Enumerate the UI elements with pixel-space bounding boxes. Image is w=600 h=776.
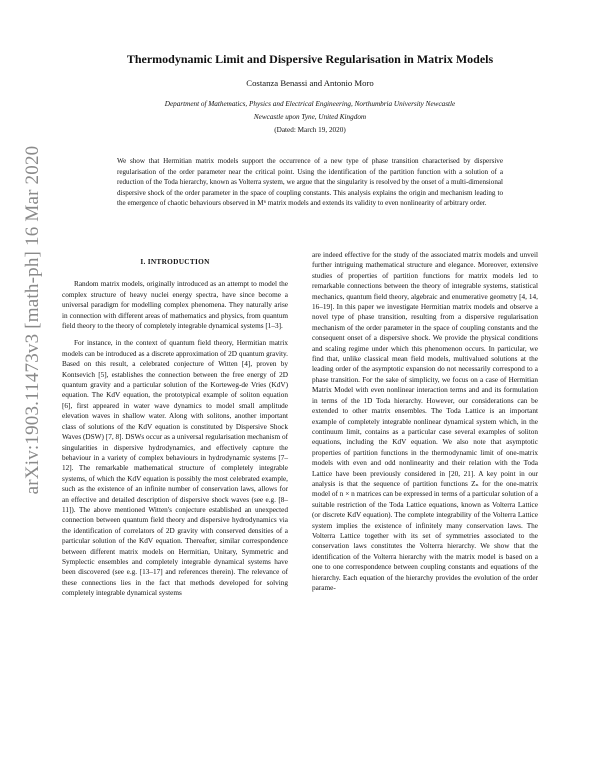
left-column [62,257,288,599]
affiliation-block [90,98,530,137]
section-heading-introduction: I. INTRODUCTION [140,257,210,266]
right-paragraph-1: are indeed effective for the study of the associated matrix models and unveil further intriguing mathematical structure and elegance. Moreover, extensive studies of properties of partition functions for matrix models led to remarkable connections between the theory of integrable systems, statistical mechanics, quantum field theory, algebraic and enumerative geometry [4, 14, 16–19]. In this paper we investigate Hermitian matrix models and observe a novel type of phase transition, resulting from a dispersive regularisation mechanism of the order parameter in the space of coupling constants and the consequent onset of a dispersive shock. We provide the physical conditions and scaling regime under which this phenomenon occurs. In particular, we find that, unlike classical mean field models, multivalued solutions at the leading order of the asymptotic expansion do not necessarily correspond to a phase transition. For the sake of simplicity, we focus on a case of Hermitian Matrix Model with even nonlinear interaction terms and and its formulation in terms of the 1D Toda hierarchy. However, our considerations can be extended to other matrix ensembles. The Toda Lattice is an important example of completely integrable nonlinear dynamical system which, in the continuum limit, contains as a particular case several examples of soliton equations, including the KdV equation. We also note that asymptotic properties of partition functions in the thermodynamic limit of one-matrix models with even and odd nonlinearity and their relation with the Toda Lattice have been previously considered in [20, 21]. A key point in our analysis is that the sequence of partition functions Zₙ for the one-matrix model of n × n matrices can be expressed in terms of a particular solution of a suitable restriction of the Toda Lattice equations, known as Volterra Lattice (or discrete KdV equation). The complete integrability of the Volterra Lattice system implies the existence of infinitely many conservation laws. The Volterra Lattice together with its set of symmetries associated to the conservation laws constitutes the Volterra hierarchy. We show that the identification of the Volterra hierarchy with the matrix model is based on a one to one correspondence between coupling constants and equations of the hierarchy. Each equation of the hierarchy provides the evolution of the order parame- [312,251,538,592]
paper-title: Thermodynamic Limit and Dispersive Regularisation in Matrix Models [126,52,494,66]
abstract: We show that Hermitian matrix models support the occurrence of a new type of phase transition characterised by dispersive regularisation of the order parameter near the critical point. Using the identification of the partition function with a solution of a reduction of the Toda hierarchy, known as Volterra system, we argue that the singularity is resolved by the onset of a multi-dimensional dispersive shock of the order parameter in the space of coupling constants. This analysis explains the origin and mechanism leading to the emergence of chaotic behaviours observed in M⁶ matrix models and extends its validity to even nonlinearity of arbitrary order. [117,157,503,208]
right-column [312,250,538,593]
affiliation-line-1: Department of Mathematics, Physics and Electrical Engineering, Northumbria University Newcastle [164,100,456,108]
dated-line: (Dated: March 19, 2020) [274,126,346,134]
arxiv-id-text: arXiv:1903.11473v3 [math-ph] 16 Mar 2020 [22,145,43,495]
left-paragraph-2: For instance, in the context of quantum field theory, Hermitian matrix models can be introduced as a discrete approximation of 2D quantum gravity. Based on this result, a celebrated conjecture of Witten [4], proven by Kontsevich [5], establishes the connection between the free energy of 2D quantum gravity and a particular solution of the Korteweg-de Vries (KdV) equation. The KdV equation, the prototypical example of soliton equation [6], first appeared in water wave dynamics to model small amplitude elevation waves in shallow water. Along with solitons, another important class of solutions of the KdV equation is constituted by Dispersive Shock Waves (DSW) [7, 8]. DSWs occur as a universal regularisation mechanism of singularities in dispersive hydrodynamics, and effectively capture the behaviour in a variety of complex behaviours in hydrodynamic systems [7–12]. The remarkable mathematical structure of completely integrable systems, of which the KdV equation is possibly the most celebrated example, such as the existence of an infinite number of conservation laws, allows for an effective and detailed description of dispersive shock waves (see e.g. [8–11]). The above mentioned Witten's conjecture established an unexpected connection between quantum field theory and dispersive hydrodynamics via the identification of correlators of 2D gravity with conserved densities of a particular solution of the KdV equation. Thereafter, similar correspondence between different matrix models on Hermitian, Unitary, Symmetric and Symplectic ensembles and completely integrable dynamical systems have been discovered (see e.g. [13–17] and references therein). The relevance of these connections lies in the fact that methods developed for solving completely integrable dynamical systems [62,339,288,598]
left-paragraph-1: Random matrix models, originally introduced as an attempt to model the complex structure of heavy nuclei energy spectra, have since become a universal paradigm for modelling complex phenomena. They naturally arise in connection with different areas of mathematics and physics, from quantum field theory to the theory of completely integrable dynamical systems [1–3]. [62,280,288,331]
affiliation-line-2: Newcastle upon Tyne, United Kingdom [253,113,367,121]
authors: Costanza Benassi and Antonio Moro [246,78,374,88]
arxiv-sidebar-identifier [18,40,48,600]
